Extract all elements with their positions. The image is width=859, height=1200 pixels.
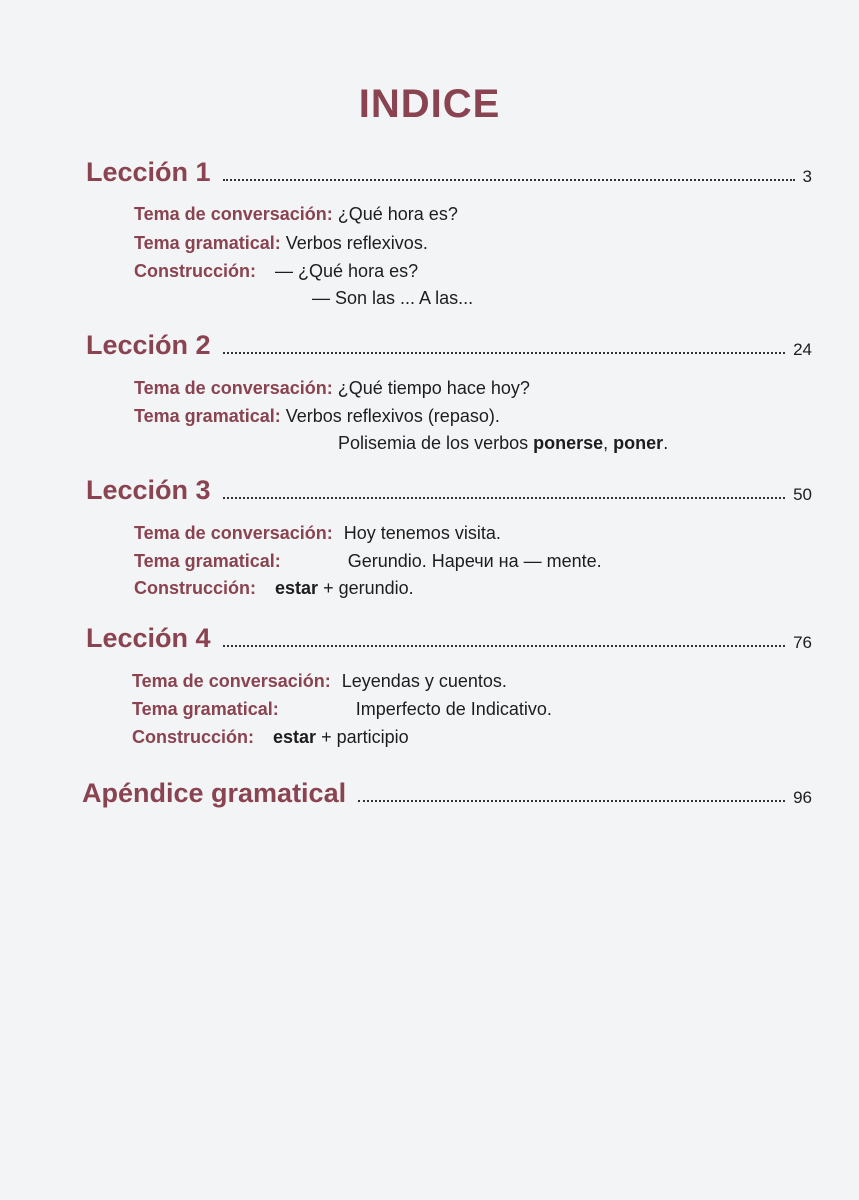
lesson-1-tema-conv	[134, 203, 458, 225]
lesson-2-name: Lección 2	[86, 330, 211, 360]
tema-gram-value: Gerundio. Наречи на — mente.	[347, 551, 602, 571]
verb-ponerse: ponerse	[533, 433, 604, 453]
lesson-2-tema-gram-2	[338, 432, 668, 454]
lesson-1-page: 3	[802, 167, 812, 186]
tema-conv-label: Tema de conversación:	[132, 671, 331, 691]
lesson-1-entry	[86, 156, 812, 188]
tema-conv-label: Tema de conversación:	[134, 523, 333, 543]
dot-leader	[223, 496, 786, 499]
construccion-label: Construcción:	[134, 261, 257, 281]
lesson-2-tema-gram	[134, 405, 500, 427]
dot-leader	[223, 351, 786, 354]
verb-poner: poner	[613, 433, 664, 453]
lesson-3-tema-conv	[134, 522, 501, 544]
construccion-value-1: — ¿Qué hora es?	[275, 261, 419, 281]
lesson-2-tema-conv	[134, 377, 530, 399]
tema-gram-label: Tema gramatical:	[134, 551, 281, 571]
appendix-entry	[82, 777, 812, 809]
lesson-3-tema-gram	[134, 550, 602, 572]
lesson-4-entry	[86, 622, 812, 654]
lesson-1-tema-gram	[134, 232, 428, 254]
tema-conv-value: Leyendas y cuentos.	[341, 671, 507, 691]
tema-conv-label: Tema de conversación:	[134, 378, 333, 398]
lesson-4-page: 76	[793, 633, 812, 652]
construccion-rest: + participio	[321, 727, 409, 747]
tema-gram-value: Verbos reflexivos (repaso).	[285, 406, 500, 426]
lesson-4-tema-conv	[132, 670, 507, 692]
lesson-3-construccion	[134, 577, 414, 599]
lesson-3-page: 50	[793, 485, 812, 504]
lesson-4-name: Lección 4	[86, 623, 211, 653]
construccion-verb: estar	[275, 578, 319, 598]
polisemia-text: Polisemia de los verbos	[338, 433, 529, 453]
lesson-4-tema-gram	[132, 698, 552, 720]
dot-leader	[223, 178, 795, 181]
lesson-2-entry	[86, 329, 812, 361]
lesson-1-name: Lección 1	[86, 157, 211, 187]
tema-conv-value: Hoy tenemos visita.	[343, 523, 501, 543]
verb-separator: ,	[603, 433, 609, 453]
tema-gram-value: Verbos reflexivos.	[285, 233, 428, 253]
lesson-2-page: 24	[793, 340, 812, 359]
dot-leader	[223, 644, 786, 647]
page-title: INDICE	[358, 82, 501, 126]
lesson-1-construccion-2	[312, 287, 473, 309]
tema-conv-label: Tema de conversación:	[134, 204, 333, 224]
lesson-3-name: Lección 3	[86, 475, 211, 505]
construccion-label: Construcción:	[134, 578, 257, 598]
tema-gram-value: Imperfecto de Indicativo.	[355, 699, 552, 719]
lesson-1-construccion	[134, 260, 418, 282]
tema-gram-label: Tema gramatical:	[132, 699, 279, 719]
appendix-page: 96	[793, 788, 812, 807]
sentence-end: .	[663, 433, 669, 453]
construccion-rest: + gerundio.	[323, 578, 414, 598]
lesson-3-entry	[86, 474, 812, 506]
appendix-name: Apéndice gramatical	[82, 778, 347, 808]
tema-conv-value: ¿Qué tiempo hace hoy?	[337, 378, 530, 398]
tema-conv-value: ¿Qué hora es?	[337, 204, 458, 224]
dot-leader	[358, 799, 785, 802]
lesson-4-construccion	[132, 726, 409, 748]
tema-gram-label: Tema gramatical:	[134, 406, 281, 426]
construccion-verb: estar	[273, 727, 317, 747]
tema-gram-label: Tema gramatical:	[134, 233, 281, 253]
construccion-label: Construcción:	[132, 727, 255, 747]
construccion-value-2: — Son las ... A las...	[312, 288, 474, 308]
